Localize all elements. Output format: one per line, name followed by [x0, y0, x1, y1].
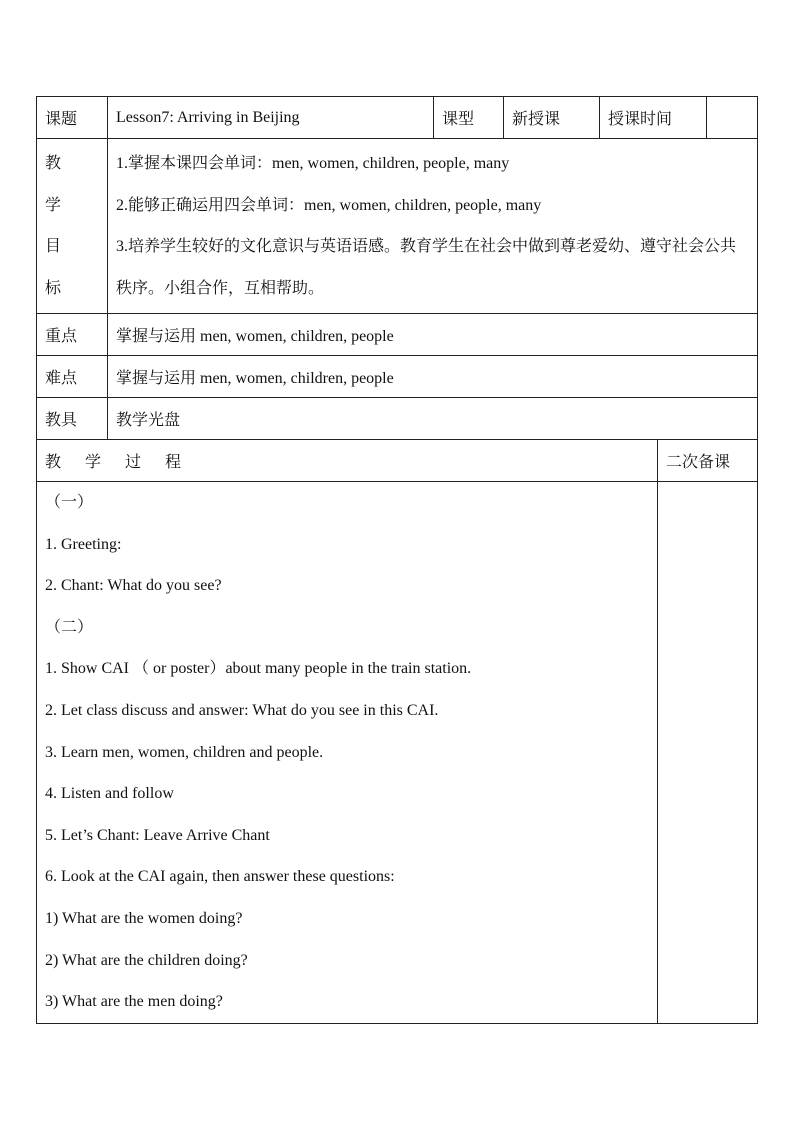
objective-line: 2.能够正确运用四会单词：men, women, children, people, many — [116, 196, 542, 214]
objective-line: 1.掌握本课四会单词：men, women, children, people, many — [116, 155, 510, 172]
process-heading: 教 学 过 程 — [37, 440, 658, 482]
process-line: 4. Listen and follow — [45, 785, 174, 803]
teaching-aids-label: 教具 — [37, 398, 108, 440]
key-point-label: 重点 — [37, 314, 108, 356]
teaching-aids-value: 教学光盘 — [108, 398, 758, 440]
lesson-plan-table — [36, 96, 758, 1024]
teaching-aids-row — [37, 398, 758, 440]
secondary-prep-area — [658, 482, 758, 1024]
process-line: 3) What are the men doing? — [45, 993, 223, 1011]
topic-label: 课题 — [37, 97, 108, 139]
process-line: 2. Let class discuss and answer: What do you see in this CAI. — [45, 701, 439, 719]
objectives-label: 教 学 目 标 — [37, 139, 108, 314]
topic-value: Lesson7: Arriving in Beijing — [108, 97, 434, 139]
process-line: 3. Learn men, women, children and people. — [45, 743, 324, 761]
header-row — [37, 97, 758, 139]
process-line: 2) What are the children doing? — [45, 951, 248, 969]
time-value — [707, 97, 758, 139]
process-line: 6. Look at the CAI again, then answer these questions: — [45, 868, 395, 886]
process-body-row — [37, 482, 758, 1024]
key-point-value: 掌握与运用 men, women, children, people — [108, 314, 758, 356]
process-line: 2. Chant: What do you see? — [45, 577, 222, 595]
secondary-prep-label: 二次备课 — [658, 440, 758, 482]
objective-line: 3.培养学生较好的文化意识与英语语感。教育学生在社会中做到尊老爱幼、遵守社会公共秩序。小组合作，互相帮助。 — [116, 238, 737, 297]
process-line: 1. Greeting: — [45, 535, 122, 553]
process-line: （二） — [45, 618, 94, 636]
type-value: 新授课 — [504, 97, 600, 139]
time-label: 授课时间 — [600, 97, 707, 139]
process-line: （一） — [45, 494, 94, 511]
difficulty-row — [37, 356, 758, 398]
process-line: 1. Show CAI （ or poster）about many people in the train station. — [45, 660, 472, 678]
process-header-row — [37, 440, 758, 482]
key-point-row — [37, 314, 758, 356]
process-content — [37, 482, 658, 1024]
difficulty-value: 掌握与运用 men, women, children, people — [108, 356, 758, 398]
type-label: 课型 — [434, 97, 504, 139]
process-line: 5. Let’s Chant: Leave Arrive Chant — [45, 826, 270, 844]
difficulty-label: 难点 — [37, 356, 108, 398]
process-line: 1) What are the women doing? — [45, 909, 243, 927]
objectives-content — [108, 139, 758, 314]
objectives-row — [37, 139, 758, 314]
